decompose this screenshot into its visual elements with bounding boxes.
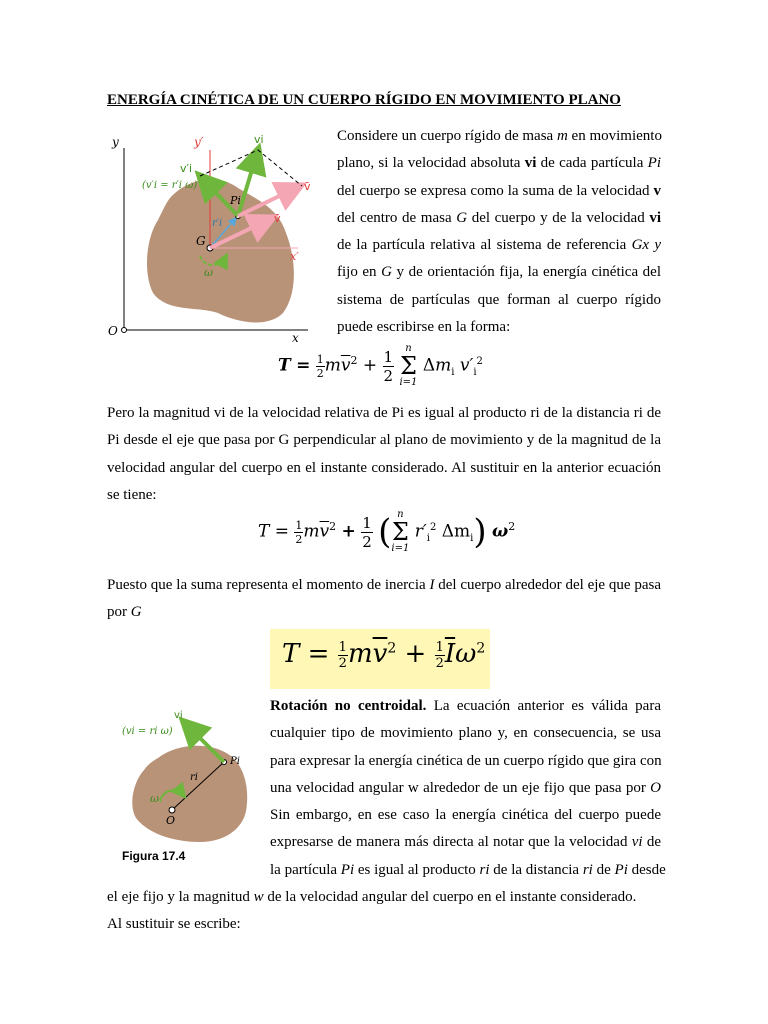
- fixed-axis-point: [169, 807, 175, 813]
- vi-label: vi: [254, 133, 264, 146]
- y-prime-label: y′: [194, 135, 204, 149]
- ri-label: ri: [190, 772, 198, 783]
- vbar-top-label: v̄: [304, 180, 311, 193]
- particle-label: Pi: [230, 194, 241, 207]
- figure-caption: Figura 17.4: [122, 849, 186, 863]
- vi-label-2: vi: [174, 710, 183, 721]
- vbar-mid-label: v̄: [274, 212, 281, 225]
- moment-of-inertia-paragraph: Puesto que la suma representa el momento de inercia I del cuerpo alrededor del eje que pasa por G: [107, 577, 661, 621]
- axis-y-label: y: [112, 135, 119, 149]
- x-prime-label: x′: [290, 250, 299, 263]
- page-title: ENERGÍA CINÉTICA DE UN CUERPO RÍGIDO EN MOVIMIENTO PLANO: [107, 92, 621, 108]
- center-label: G: [196, 234, 206, 248]
- r-prime-label: r′i: [212, 218, 223, 229]
- kinetic-energy-equation-2: T = $\frac{1}{2}$ $m\overline{v}^2$ + $\frac{1}{2}$ ( n Σ i=1 $r'_i^2$ $\Delta m_i$) $\omega^2$: [258, 509, 516, 554]
- relative-velocity-paragraph: Pero la magnitud vi de la velocidad relativa de Pi es igual al producto ri de la distancia ri de Pi desde el eje que pasa por G perpendicular al plano de movimiento y de la magnitud de la velocidad angular del cuerpo en el instante considerado. Al sustituir en la anterior ecuación se tiene:: [107, 405, 661, 503]
- origin-label-2: O: [166, 814, 176, 827]
- rotation-paragraph: Rotación no centroidal. La ecuación anterior es válida para cualquier tipo de movimiento plano y, en consecuencia, se usa para expresar la energía cinética de un cuerpo rígido que gira con una velocidad angular w alrededor de un eje fijo que pasa por O Sin embargo, en ese caso la energía cinética del cuerpo puede expresarse de manera más directa al notar que la velocidad vi de la partícula Pi es igual al producto ri de la distancia ri de Pi desde: [270, 698, 666, 878]
- intro-paragraph: Considere un cuerpo rígido de masa m en movimiento plano, si la velocidad absoluta vi de cada partícula Pi del cuerpo se expresa como la suma de la velocidad v del centro de masa G del cuerpo y de la velocidad vi de la partícula relativa al sistema de referencia Gx y fijo en G y de orientación fija, la energía cinética del sistema de partículas que forman al cuerpo rígido puede escribirse en la forma:: [337, 128, 662, 336]
- vi-prime-label: v′i: [180, 162, 193, 175]
- kinetic-energy-equation-final: T = $\frac{1}{2}$ $m\overline{v}^2$ + $\frac{1}{2}$ $\overline{I}\omega^2$: [270, 629, 490, 689]
- final-paragraph: el eje fijo y la magnitud w de la velocidad angular del cuerpo en el instante considerado. Al sustituir se escribe:: [107, 889, 637, 933]
- particle-label-2: Pi: [230, 756, 240, 767]
- vi-eq-label-2: (vi = ri ω): [122, 726, 173, 737]
- fixed-axis-rotation-figure: [118, 706, 268, 866]
- origin-label: O: [108, 324, 118, 338]
- kinetic-energy-equation-1: T = $\frac{1}{2}$ $m\overline{v}^2$ + $\frac{1}{2}$ n Σ i=1 $\Delta m_i$ $v'_i^2$: [278, 343, 483, 388]
- omega-label-2: ω: [150, 792, 159, 805]
- axis-x-label: x: [292, 331, 299, 345]
- rigid-body-figure: [108, 128, 330, 346]
- omega-label: ω: [204, 266, 213, 279]
- vi-prime-eq-label: (v′i = r′i ω): [142, 180, 198, 191]
